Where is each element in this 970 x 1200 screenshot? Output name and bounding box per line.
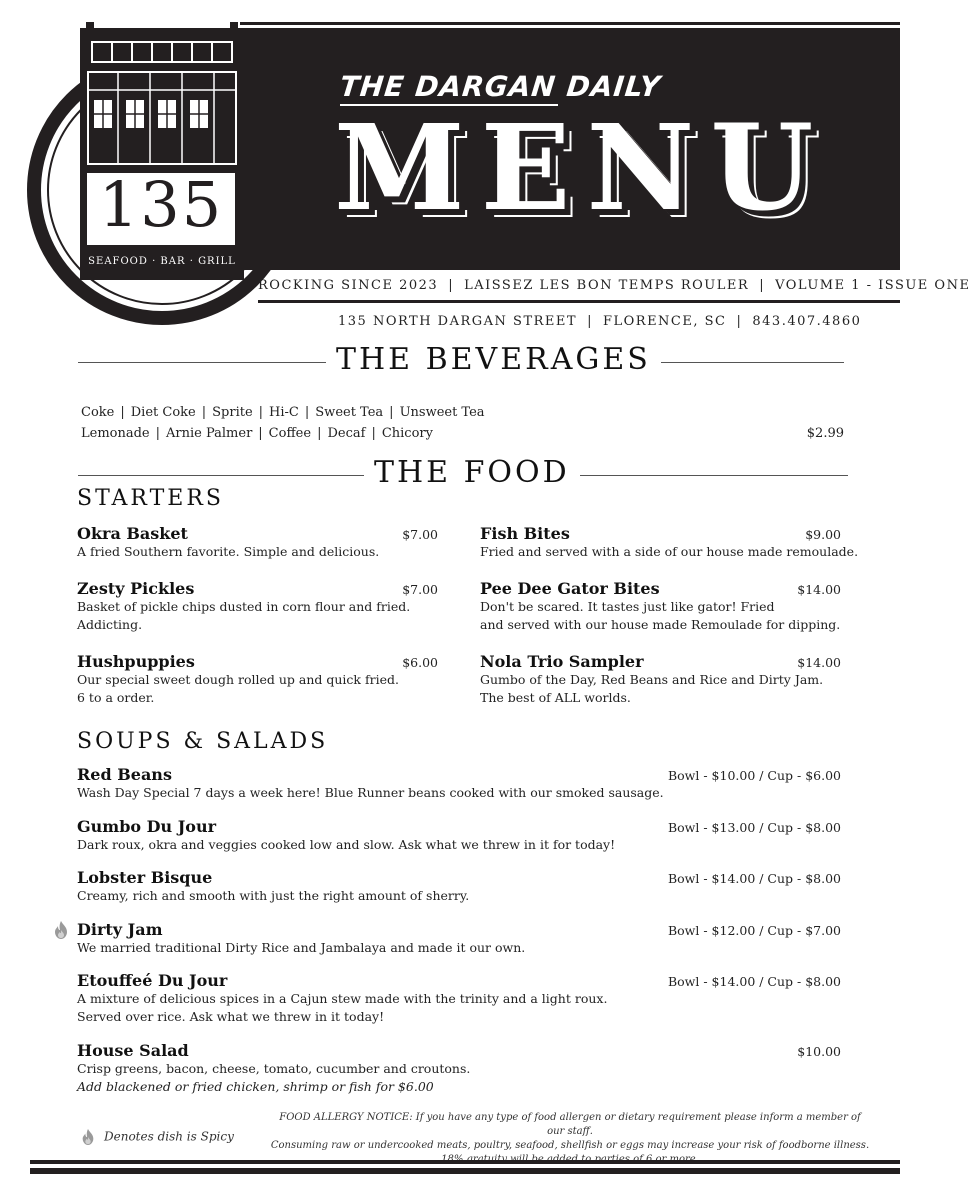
item-description: Crisp greens, bacon, cheese, tomato, cucumber and croutons. bbox=[77, 1061, 471, 1076]
phone-number: 843.407.4860 bbox=[752, 314, 862, 329]
menu-item bbox=[77, 524, 438, 561]
header-divider bbox=[258, 300, 900, 303]
menu-item bbox=[77, 971, 841, 1026]
beverage-item: Diet Coke bbox=[130, 405, 196, 420]
item-name: Etouffeé Du Jour bbox=[77, 971, 228, 990]
beverage-item: Coke bbox=[81, 405, 115, 420]
daily-title: THE DARGAN DAILY bbox=[338, 70, 663, 103]
item-name: Lobster Bisque bbox=[77, 868, 213, 887]
beverage-price: $2.99 bbox=[806, 426, 844, 441]
item-description: Gumbo of the Day, Red Beans and Rice and Dirty Jam. bbox=[480, 672, 824, 687]
item-price: $10.00 bbox=[797, 1044, 841, 1059]
item-name: Red Beans bbox=[77, 765, 172, 784]
spicy-legend bbox=[80, 1128, 234, 1146]
item-name: Fish Bites bbox=[480, 524, 570, 543]
item-addon: Add blackened or fried chicken, shrimp or fish for $6.00 bbox=[77, 1079, 434, 1094]
item-price: $6.00 bbox=[402, 655, 438, 670]
spicy-flame-icon bbox=[80, 1128, 96, 1146]
logo-number: 135 bbox=[98, 168, 224, 241]
beverage-item: Sweet Tea bbox=[315, 405, 384, 420]
tagline-motto: LAISSEZ LES BON TEMPS ROULER bbox=[464, 278, 750, 293]
item-description: Wash Day Special 7 days a week here! Blue Runner beans cooked with our smoked sausage. bbox=[77, 785, 664, 800]
item-description: and served with our house made Remoulade for dipping. bbox=[480, 617, 841, 632]
item-price: Bowl - $14.00 / Cup - $8.00 bbox=[667, 974, 841, 989]
logo-tagline: SEAFOOD · BAR · GRILL bbox=[88, 256, 236, 267]
menu-item bbox=[77, 1041, 841, 1096]
item-price: $9.00 bbox=[805, 527, 841, 542]
beverage-item: Coffee bbox=[268, 426, 312, 441]
menu-item bbox=[480, 652, 841, 707]
menu-item bbox=[480, 579, 841, 634]
item-name: House Salad bbox=[77, 1041, 189, 1060]
item-name: Gumbo Du Jour bbox=[77, 817, 217, 836]
starters-heading: STARTERS bbox=[77, 486, 224, 511]
item-price: Bowl - $12.00 / Cup - $7.00 bbox=[667, 923, 841, 938]
item-price: $7.00 bbox=[402, 582, 438, 597]
item-name: Hushpuppies bbox=[77, 652, 195, 671]
soups-salads-heading: SOUPS & SALADS bbox=[77, 729, 329, 754]
beverage-item: Unsweet Tea bbox=[399, 405, 485, 420]
item-description: A mixture of delicious spices in a Cajun stew made with the trinity and a light roux. bbox=[77, 991, 608, 1006]
menu-item bbox=[77, 817, 841, 854]
beverage-item: Decaf bbox=[327, 426, 366, 441]
footer-rule-thin bbox=[30, 1160, 900, 1164]
banner-top-rule bbox=[240, 22, 900, 25]
beverage-item: Arnie Palmer bbox=[166, 426, 253, 441]
menu-item bbox=[77, 868, 841, 905]
item-price: Bowl - $10.00 / Cup - $6.00 bbox=[667, 768, 841, 783]
item-description: Dark roux, okra and veggies cooked low and slow. Ask what we threw in it for today! bbox=[77, 837, 616, 852]
menu-item bbox=[77, 652, 438, 707]
city-state: FLORENCE, SC bbox=[602, 314, 727, 329]
item-price: $7.00 bbox=[402, 527, 438, 542]
menu-item bbox=[77, 579, 438, 634]
footer-rule-thick bbox=[30, 1168, 900, 1174]
beverage-list-line-1: Coke | Diet Coke | Sprite | Hi-C | Sweet Tea | Unsweet Tea bbox=[81, 405, 485, 420]
menu-item bbox=[480, 524, 859, 561]
item-description: Creamy, rich and smooth with just the right amount of sherry. bbox=[77, 888, 470, 903]
item-name: Nola Trio Sampler bbox=[480, 652, 644, 671]
menu-item bbox=[77, 920, 841, 957]
beverage-item: Chicory bbox=[381, 426, 433, 441]
item-description: We married traditional Dirty Rice and Jambalaya and made it our own. bbox=[77, 940, 526, 955]
item-description: The best of ALL worlds. bbox=[480, 690, 631, 705]
item-name: Okra Basket bbox=[77, 524, 188, 543]
item-name: Zesty Pickles bbox=[77, 579, 195, 598]
allergy-notice bbox=[270, 1111, 870, 1167]
item-name: Pee Dee Gator Bites bbox=[480, 579, 660, 598]
address-line: 135 NORTH DARGAN STREET | FLORENCE, SC | 843.407.4860 bbox=[338, 314, 862, 329]
beverage-item: Hi-C bbox=[269, 405, 299, 420]
menu-item bbox=[77, 765, 841, 802]
item-description: A fried Southern favorite. Simple and delicious. bbox=[77, 544, 380, 559]
item-description: Basket of pickle chips dusted in corn flour and fried. bbox=[77, 599, 411, 614]
tagline-established: ROCKING SINCE 2023 bbox=[258, 278, 439, 293]
item-description: Fried and served with a side of our house made remoulade. bbox=[480, 544, 859, 559]
item-name: Dirty Jam bbox=[77, 920, 163, 939]
beverages-heading-label: THE BEVERAGES bbox=[326, 342, 661, 377]
beverages-heading bbox=[78, 342, 848, 382]
tagline-issue: VOLUME 1 - ISSUE ONE bbox=[775, 278, 970, 293]
item-price: $14.00 bbox=[797, 582, 841, 597]
legend-text: Denotes dish is Spicy bbox=[104, 1129, 234, 1144]
item-price: Bowl - $14.00 / Cup - $8.00 bbox=[667, 871, 841, 886]
item-description: Our special sweet dough rolled up and quick fried. bbox=[77, 672, 399, 687]
street-address: 135 NORTH DARGAN STREET bbox=[338, 314, 578, 329]
item-description: 6 to a order. bbox=[77, 690, 155, 705]
spicy-flame-icon bbox=[52, 920, 70, 940]
item-description: Served over rice. Ask what we threw in it today! bbox=[77, 1009, 385, 1024]
item-description: Addicting. bbox=[77, 617, 143, 632]
item-price: Bowl - $13.00 / Cup - $8.00 bbox=[667, 820, 841, 835]
item-description: Don't be scared. It tastes just like gator! Fried bbox=[480, 599, 775, 614]
beverage-item: Sprite bbox=[212, 405, 253, 420]
menu-title: MENU bbox=[334, 98, 830, 237]
item-price: $14.00 bbox=[797, 655, 841, 670]
beverage-list-line-2: Lemonade | Arnie Palmer | Coffee | Decaf | Chicory bbox=[81, 426, 433, 441]
food-heading-label: THE FOOD bbox=[364, 455, 580, 490]
notice-line: FOOD ALLERGY NOTICE: If you have any type of food allergen or dietary requirement please inform a member of our staff. bbox=[279, 1112, 861, 1137]
header-tagline: ROCKING SINCE 2023 | LAISSEZ LES BON TEMPS ROULER | VOLUME 1 - ISSUE ONE bbox=[258, 278, 970, 293]
beverage-item: Lemonade bbox=[81, 426, 150, 441]
notice-line: Consuming raw or undercooked meats, poultry, seafood, shellfish or eggs may increase your risk of foodborne illness. bbox=[270, 1140, 870, 1151]
